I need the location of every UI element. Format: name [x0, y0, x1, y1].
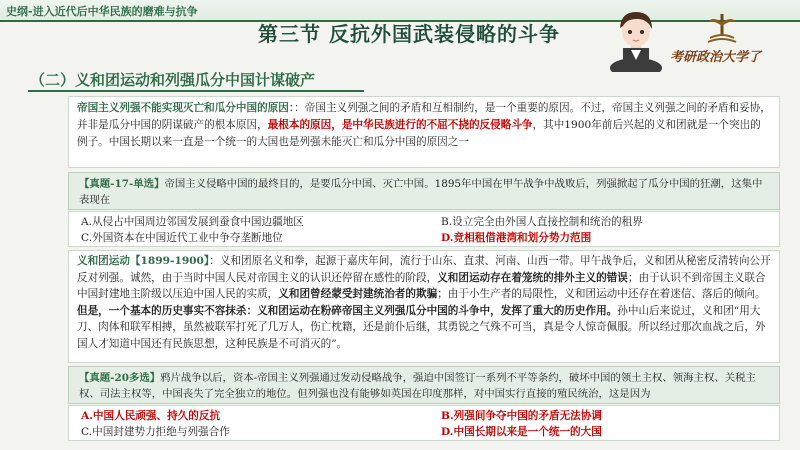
q1-option-a[interactable]: A.从侵占中国周边邻国发展到蚕食中国边疆地区 — [81, 216, 304, 228]
boxer-bold-1: 义和团运动存在着笼统的排外主义的错误 — [437, 271, 628, 284]
question-1 — [68, 172, 780, 210]
q2-option-d[interactable]: D.中国长期以来是一个统一的大国 — [441, 426, 602, 438]
subtitle-bar — [28, 66, 364, 92]
q1-option-c[interactable]: C.外国资本在中国近代工业中争夺垄断地位 — [81, 232, 283, 244]
reason-paragraph — [68, 96, 780, 168]
page-title: 第三节 反抗外国武装侵略的斗争 — [258, 22, 560, 46]
q2-option-b[interactable]: B.列强间争夺中国的矛盾无法协调 — [441, 410, 602, 422]
boxer-text-4: 孙中山后来说过，义和团“用大刀、肉体和联军相搏，虽然被联军打死了几万人，伤亡枕籍，还是前仆后继，其勇锐之气殊不可当，真是令人惊奇佩服。所以经过那次血战之后，外国人才知道中国还有民族思想，这种民族是不可消灭的”。 — [77, 304, 766, 350]
q1-option-d[interactable]: D.竞相租借港湾和划分势力范围 — [441, 232, 592, 244]
reason-highlight: 最根本的原因，是中华民族进行的不屈不挠的反侵略斗争 — [267, 119, 533, 131]
reason-text-1: ：帝国主义列强之间的矛盾和互相制约，是一个重要的原因。不过，帝国主义列强之间的矛盾和妥协，并非是瓜分中国的阴谋破产的根本原因， — [77, 102, 771, 131]
boxer-text-2: ；由于认识不到帝国主义联合中国封建地主阶级以压迫中国人民的实质， — [77, 271, 766, 301]
boxer-heading: 义和团运动【1899-1900】 — [77, 255, 210, 267]
subtitle: （二）义和团运动和列强瓜分中国计谋破产 — [30, 71, 316, 89]
q2-option-a[interactable]: A.中国人民顽强、持久的反抗 — [81, 410, 221, 422]
question-1-text: 帝国主义侵略中国的最终目的，是要瓜分中国、灭亡中国。1895年中国在甲午战争中战败后，列强掀起了瓜分中国的狂潮，这集中表现在 — [79, 178, 763, 206]
question-2-label: 【真题-20多选】 — [79, 372, 161, 384]
question-2-options — [68, 405, 780, 441]
boxer-paragraph — [68, 250, 780, 363]
question-2 — [68, 366, 780, 404]
question-1-label: 【真题-17-单选】 — [79, 178, 165, 190]
logo-emblem-icon — [702, 10, 742, 46]
boxer-text-3: ；由于小生产者的局限性，义和团运动中还存在着迷信、落后的倾向。 — [437, 288, 766, 301]
breadcrumb: 史纲-进入近代后中华民族的磨难与抗争 — [6, 5, 198, 18]
q2-option-c[interactable]: C.中国封建势力拒绝与列强合作 — [81, 426, 230, 438]
logo-block — [668, 10, 796, 72]
question-2-text: 鸦片战争以后，资本-帝国主义列强通过发动侵略战争，强迫中国签订一系列不平等条约，破坏中国的领土主权、领海主权、关税主权、司法主权等，中国丧失了完全独立的地位。但列强也没有能够如英国在印度那样，对中国实行直接的殖民统治，这是因为 — [79, 372, 756, 400]
boxer-bold-3: 但是，一个基本的历史事实不容抹杀：义和团运动在粉碎帝国主义列强瓜分中国的斗争中，发挥了重大的历史作用。 — [77, 304, 618, 317]
reason-lead: 帝国主义列强不能实现灭亡和瓜分中国的原因： — [77, 102, 295, 114]
q1-option-b[interactable]: B.设立完全由外国人直接控制和统治的租界 — [441, 216, 643, 228]
question-1-options — [68, 211, 780, 247]
avatar — [605, 4, 667, 72]
logo-text: 考研政治大学了 — [670, 50, 762, 65]
boxer-bold-2: 义和团曾经蒙受封建统治者的欺骗 — [278, 288, 438, 301]
reason-text-2: ，其中1900年前后兴起的义和团就是一个突出的例子。中国长期以来一直是一个统一的大国也是列强未能灭亡和瓜分中国的原因之一 — [77, 119, 761, 148]
boxer-text-1: ：义和团原名义和拳，起源于嘉庆年间，流行于山东、直隶、河南、山西一带。甲午战争后，义和团从秘密反清转向公开反对列强。诚然，由于当时中国人民对帝国主义的认识还停留在感性的阶段， — [77, 255, 771, 284]
